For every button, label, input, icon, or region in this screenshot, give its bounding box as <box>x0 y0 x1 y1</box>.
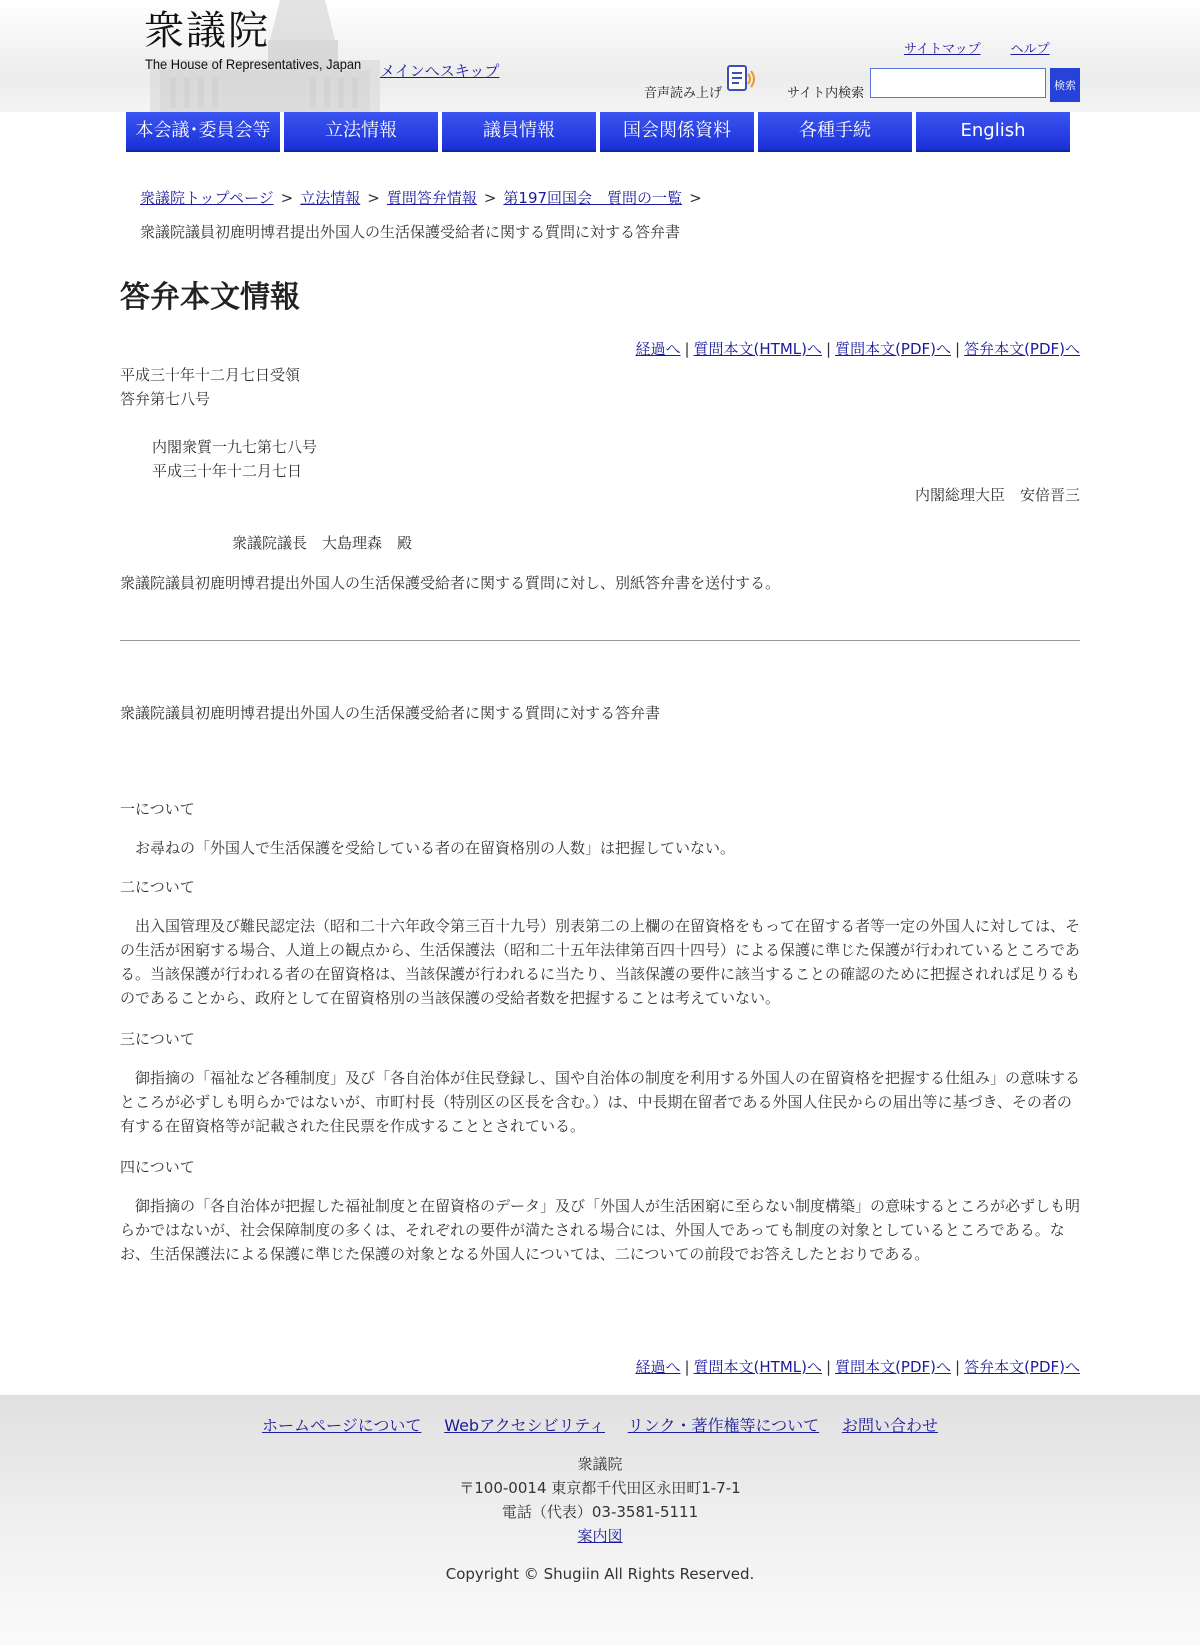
link-separator: | <box>826 340 832 358</box>
section-body: お尋ねの「外国人で生活保護を受給している者の在留資格別の人数」は把握していない。 <box>135 839 736 857</box>
site-footer <box>0 1395 1200 1645</box>
nav-diet-materials[interactable]: 国会関係資料 <box>600 112 754 152</box>
search-button[interactable]: 検索 <box>1050 68 1080 102</box>
tts-label[interactable]: 音声読み上げ <box>644 86 723 101</box>
global-nav <box>126 112 1074 152</box>
nav-english[interactable]: English <box>916 112 1070 152</box>
help-link[interactable]: ヘルプ <box>1010 42 1050 57</box>
search-label: サイト内検索 <box>787 86 865 101</box>
skip-to-main-link[interactable]: メインへスキップ <box>380 62 500 80</box>
utility-links <box>904 38 1080 57</box>
footer-address: 〒100-0014 東京都千代田区永田町1-7-1 <box>459 1479 741 1497</box>
document-date: 平成三十年十二月七日 <box>152 462 303 480</box>
doc-links-top <box>635 338 1080 359</box>
breadcrumb-separator: > <box>689 189 702 207</box>
section-heading: 四について <box>120 1158 195 1176</box>
footer-copyright: Copyright © Shugiin All Rights Reserved. <box>445 1565 755 1583</box>
footer-links <box>0 1413 1200 1436</box>
received-date: 平成三十年十二月七日受領 <box>120 366 301 384</box>
footer-phone: 電話（代表）03-3581-5111 <box>501 1503 699 1521</box>
breadcrumb-current: 衆議院議員初鹿明博君提出外国人の生活保護受給者に関する質問に対する答弁書 <box>140 223 681 241</box>
breadcrumb-separator: > <box>483 189 497 207</box>
cabinet-number: 内閣衆質一九七第七八号 <box>152 438 318 456</box>
question-html-link[interactable]: 質問本文(HTML)へ <box>693 1358 822 1376</box>
answer-title: 衆議院議員初鹿明博君提出外国人の生活保護受給者に関する質問に対する答弁書 <box>120 704 661 722</box>
section-body: 出入国管理及び難民認定法（昭和二十六年政令第三百十九号）別表第二の上欄の在留資格をもって在留する者等一定の外国人に対しては、その生活が困窮する場合、人道上の観点から、生活保護法（昭和二十五年法律第百四十四号）による保護に準じた保護が行われているところである。当該保護が行われる者の在留資格は、当該保護が行われるに当たり、当該保護の要件に該当することの確認のために把握されれば足りるものであることから、政府として在留資格別の当該保護の受給者数を把握することは考えていない。 <box>120 917 1081 1007</box>
answer-pdf-link[interactable]: 答弁本文(PDF)へ <box>964 340 1080 358</box>
answer-number: 答弁第七八号 <box>120 390 211 408</box>
footer-map <box>0 1525 1200 1546</box>
page-title: 答弁本文情報 <box>120 280 300 315</box>
breadcrumb-session-197[interactable]: 第197回国会 質問の一覧 <box>503 189 683 207</box>
sitemap-link[interactable]: サイトマップ <box>904 42 981 57</box>
footer-accessibility-link[interactable]: Webアクセシビリティ <box>444 1416 605 1435</box>
footer-map-link[interactable]: 案内図 <box>577 1527 623 1545</box>
breadcrumb-separator: > <box>367 189 380 207</box>
link-separator: | <box>826 1358 832 1376</box>
site-logo-english: The House of Representatives, Japan <box>145 56 362 72</box>
nav-members[interactable]: 議員情報 <box>442 112 596 152</box>
section-body: 御指摘の「各自治体が把握した福祉制度と在留資格のデータ」及び「外国人が生活困窮に至らない制度構築」の意味するところが必ずしも明らかではないが、社会保障制度の多くは、それぞれの要件が満たされる場合には、外国人であっても制度の対象としているところである。なお、生活保護法による保護に準じた保護の対象となる外国人については、二についての前段でお答えしたとおりである。 <box>120 1197 1081 1263</box>
breadcrumb-top[interactable]: 衆議院トップページ <box>140 189 274 207</box>
footer-contact-link[interactable]: お問い合わせ <box>841 1416 938 1435</box>
breadcrumb <box>140 187 709 209</box>
site-header <box>0 0 1200 112</box>
question-pdf-link[interactable]: 質問本文(PDF)へ <box>835 1358 951 1376</box>
section-heading: 二について <box>120 878 195 896</box>
footer-copyright-link[interactable]: リンク・著作権等について <box>627 1416 820 1435</box>
link-separator: | <box>955 1358 961 1376</box>
question-html-link[interactable]: 質問本文(HTML)へ <box>693 340 822 358</box>
question-pdf-link[interactable]: 質問本文(PDF)へ <box>835 340 951 358</box>
progress-link[interactable]: 経過へ <box>635 340 681 358</box>
link-separator: | <box>955 340 961 358</box>
answer-pdf-link[interactable]: 答弁本文(PDF)へ <box>964 1358 1080 1376</box>
cover-text: 衆議院議員初鹿明博君提出外国人の生活保護受給者に関する質問に対し、別紙答弁書を送付する。 <box>120 574 781 592</box>
nav-procedures[interactable]: 各種手続 <box>758 112 912 152</box>
recipient: 衆議院議長 大島理森 殿 <box>232 534 413 552</box>
site-logo[interactable]: 衆議院 <box>144 8 270 54</box>
sender: 内閣総理大臣 安倍晋三 <box>914 486 1080 504</box>
footer-about-link[interactable]: ホームページについて <box>262 1416 422 1435</box>
link-separator: | <box>684 340 690 358</box>
breadcrumb-legislation[interactable]: 立法情報 <box>300 189 361 207</box>
breadcrumb-questions-answers[interactable]: 質問答弁情報 <box>386 189 477 207</box>
doc-links-bottom <box>635 1356 1080 1377</box>
nav-legislation[interactable]: 立法情報 <box>284 112 438 152</box>
progress-link[interactable]: 経過へ <box>635 1358 681 1376</box>
section-body: 御指摘の「福祉など各種制度」及び「各自治体が住民登録し、国や自治体の制度を利用する外国人の在留資格を把握する仕組み」の意味するところが必ずしも明らかではないが、市町村長（特別区の区長を含む。）は、中長期在留者である外国人住民からの届出等に基づき、その者の有する在留資格等が記載された住民票を作成することとされている。 <box>120 1069 1081 1135</box>
section-heading: 一について <box>120 800 195 818</box>
breadcrumb-separator: > <box>280 189 294 207</box>
nav-plenary-committees[interactable]: 本会議･委員会等 <box>126 112 280 152</box>
footer-org: 衆議院 <box>577 1455 623 1473</box>
site-search-input[interactable] <box>870 68 1046 98</box>
link-separator: | <box>684 1358 690 1376</box>
divider <box>120 640 1080 641</box>
speaker-icon[interactable] <box>726 64 758 94</box>
section-heading: 三について <box>120 1030 195 1048</box>
